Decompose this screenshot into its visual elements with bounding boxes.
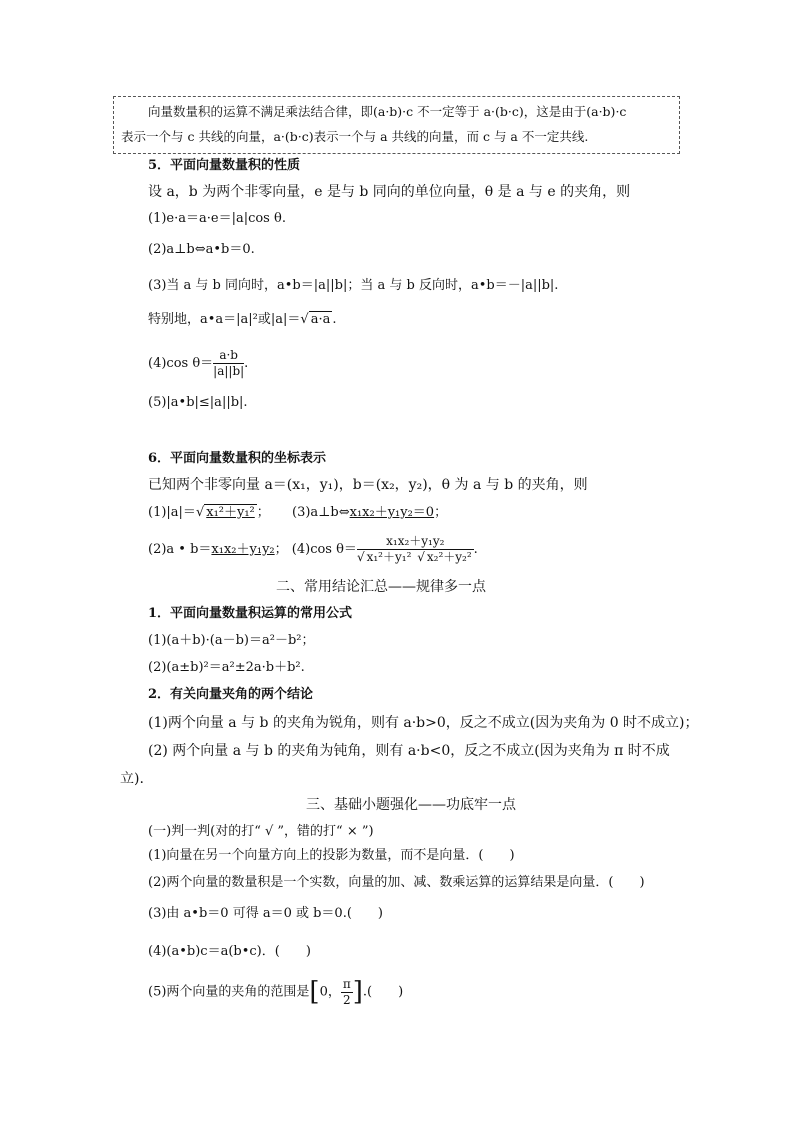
property-3: (3)当 a 与 b 同向时，a•b＝|a||b|；当 a 与 b 反向时，a•b＝－|a||b|. [148, 278, 559, 293]
part-2-heading: 二、常用结论汇总——规律多一点 [276, 579, 486, 595]
coord-denominator [357, 550, 474, 565]
fraction-denominator: |a||b| [213, 364, 245, 378]
denominator-radicand-2: x₂²＋y₂² [426, 550, 472, 564]
coord-1-label: (1)|a|＝ [148, 505, 196, 520]
part-2-s1-line-1: (1)(a＋b)·(a－b)＝a²－b²； [148, 633, 315, 648]
coord-4-end: . [473, 542, 478, 557]
q5-zero: 0， [319, 984, 341, 1000]
denominator-radicand-1: x₁²＋y₁² [366, 550, 412, 564]
p4-end: . [244, 356, 249, 371]
judge-question-5 [148, 972, 403, 1012]
coord-3 [292, 504, 447, 522]
coord-2-4 [148, 530, 478, 570]
special-end: . [332, 312, 337, 327]
left-bracket: [ [309, 977, 320, 1007]
coord-1-radicand: x₁²＋y₁² [206, 505, 255, 520]
part-2-s2-title: 2．有关向量夹角的两个结论 [148, 687, 314, 702]
right-bracket: ] [352, 977, 363, 1007]
part-2-s2-line-1: (1)两个向量 a 与 b 的夹角为锐角，则有 a·b>0，反之不成立(因为夹角为 0 时不成立)； [148, 715, 699, 731]
special-text: 特别地，a•a＝|a|²或|a|＝ [148, 312, 301, 327]
judge-question-1: (1)向量在另一个向量方向上的投影为数量，而不是向量．( ) [148, 848, 515, 863]
pi-over-2-fraction [341, 977, 353, 1008]
pi-numerator: π [342, 976, 351, 991]
judge-title: (一)判一判(对的打“ √ ”，错的打“ × ”) [148, 824, 374, 839]
property-2: (2)a⊥b⇔a•b＝0. [148, 242, 255, 257]
section-6-intro: 已知两个非零向量 a＝(x₁，y₁)，b＝(x₂，y₂)，θ 为 a 与 b 的夹角，则 [148, 477, 588, 493]
sqrt-symbol: √ x₂²＋y₂² [417, 550, 472, 564]
q5-end: .( ) [362, 984, 404, 1000]
property-1: (1)e·a＝a·e＝|a|cos θ. [148, 211, 286, 226]
judge-question-4: (4)(a•b)c＝a(b•c)．( ) [148, 944, 311, 959]
pi-denominator: 2 [342, 992, 351, 1007]
part-2-s2-line-3: 立). [120, 771, 144, 787]
p4-label: (4)cos θ＝ [148, 356, 214, 371]
coord-4-label: (4)cos θ＝ [291, 542, 357, 557]
sqrt-symbol: √ x₁²＋y₁² [195, 505, 255, 520]
coord-3-end: ； [434, 505, 448, 520]
sqrt-symbol: √ x₁²＋y₁² [356, 550, 412, 564]
property-4 [148, 346, 248, 382]
coord-1 [148, 504, 270, 522]
section-5-title: 5．平面向量数量积的性质 [148, 158, 301, 173]
fraction-numerator: a·b [213, 348, 244, 364]
part-2-s1-title: 1．平面向量数量积运算的常用公式 [148, 606, 353, 621]
sqrt-symbol: √ a·a [300, 312, 331, 327]
part-2-s2-line-2: (2) 两个向量 a 与 b 的夹角为钝角，则有 a·b<0，反之不成立(因为夹角为 π 时不成 [148, 743, 670, 759]
coord-2-label: (2)a • b＝ [148, 542, 212, 557]
part-3-heading: 三、基础小题强化——功底牢一点 [306, 797, 516, 813]
judge-question-3: (3)由 a•b＝0 可得 a＝0 或 b＝0.( ) [148, 906, 383, 921]
property-special [148, 311, 336, 329]
section-6-title: 6．平面向量数量积的坐标表示 [148, 451, 327, 466]
coord-2-end: ； [274, 542, 288, 557]
cos-fraction [213, 348, 244, 379]
coord-1-end: ； [256, 505, 270, 520]
note-line-1: 向量数量积的运算不满足乘法结合律，即(a·b)·c 不一定等于 a·(b·c)，这是由于(a·b)·c [148, 104, 627, 119]
judge-question-2: (2)两个向量的数量积是一个实数，向量的加、减、数乘运算的运算结果是向量．( ) [148, 875, 645, 890]
coord-numerator: x₁x₂＋y₁y₂ [357, 534, 474, 550]
property-5: (5)|a•b|≤|a||b|. [148, 395, 248, 410]
coord-3-label: (3)a⊥b⇔ [292, 505, 350, 520]
coord-3-answer: x₁x₂＋y₁y₂＝0 [349, 505, 435, 520]
section-5-intro: 设 a，b 为两个非零向量，e 是与 b 同向的单位向量，θ 是 a 与 e 的夹角，则 [148, 184, 631, 200]
special-radicand: a·a [310, 312, 331, 327]
coord-cos-fraction [357, 534, 474, 565]
note-line-2: 表示一个与 c 共线的向量，a·(b·c)表示一个与 a 共线的向量，而 c 与 a 不一定共线. [121, 129, 589, 144]
part-2-s1-line-2: (2)(a±b)²＝a²±2a·b＋b². [148, 660, 305, 675]
coord-2-answer: x₁x₂＋y₁y₂ [211, 542, 275, 557]
q5-text: (5)两个向量的夹角的范围是 [148, 984, 310, 1000]
